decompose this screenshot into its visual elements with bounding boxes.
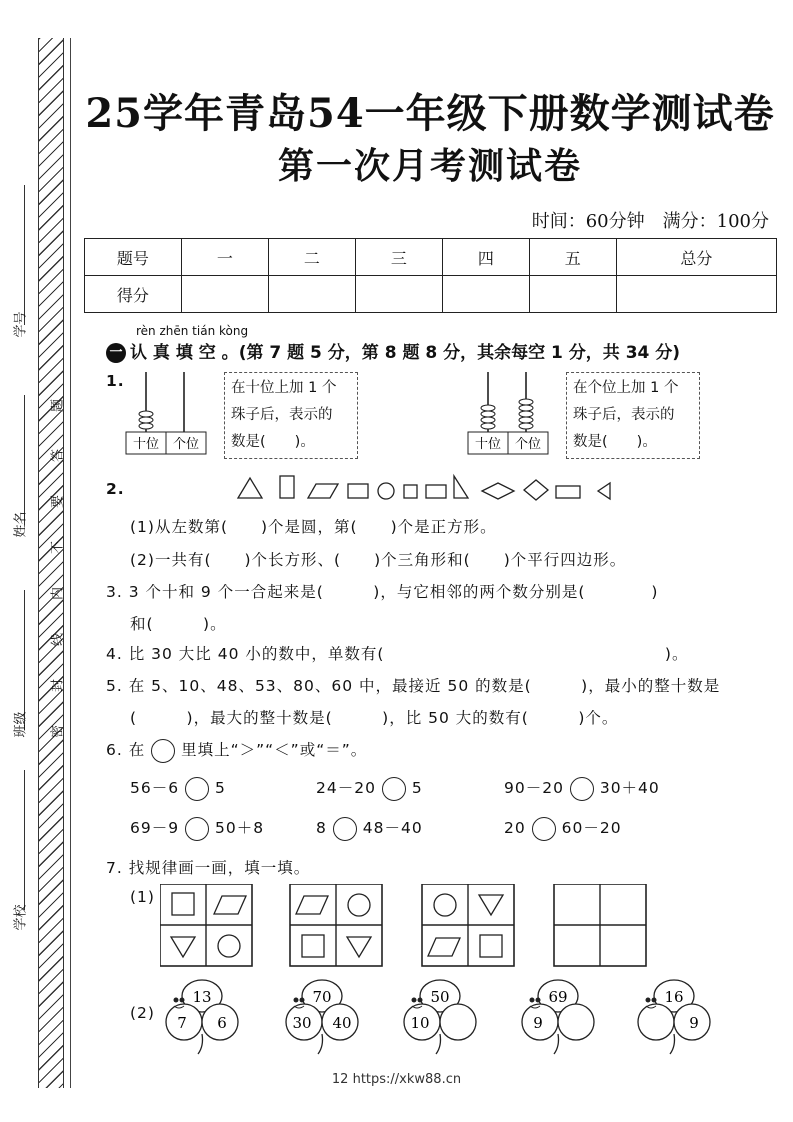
- pattern-grids: [160, 884, 700, 970]
- rectangle-shape: [556, 486, 580, 498]
- square-shape: [480, 935, 502, 957]
- rectangle-shape: [426, 485, 446, 498]
- pattern-grid-2: [290, 884, 382, 966]
- parallelogram-shape: [296, 896, 328, 914]
- score-cell[interactable]: [181, 276, 268, 313]
- triangle-shape: [454, 476, 468, 498]
- score-header-cell: 二: [268, 239, 355, 276]
- abacus-bead: [519, 405, 533, 411]
- q7-part1-label: (1): [130, 888, 155, 906]
- seal-char: 要: [50, 495, 66, 509]
- clover-left: 9: [533, 1014, 543, 1032]
- abacus-bead: [139, 411, 153, 417]
- seal-char: 线: [50, 633, 66, 647]
- compare-circle-input[interactable]: [185, 817, 209, 841]
- parallelogram-shape: [482, 483, 514, 499]
- circle-shape: [378, 483, 394, 499]
- abacus-right: [466, 370, 550, 460]
- square-shape: [172, 893, 194, 915]
- compare-right: 30＋40: [599, 779, 660, 797]
- rectangle-shape: [280, 476, 294, 498]
- compare-left: 8: [316, 819, 327, 837]
- abacus-bead: [519, 423, 533, 429]
- abacus-bead: [481, 411, 495, 417]
- clover-1: [166, 980, 238, 1054]
- score-header-row: [85, 239, 777, 276]
- q4-line: 4. 比 30 大比 40 小的数中，单数有( )。: [106, 645, 689, 663]
- compare-circle-icon: [151, 739, 175, 763]
- page-title: 25学年青岛54一年级下册数学测试卷: [85, 90, 775, 137]
- pattern-grid-answer: [554, 884, 646, 966]
- score-header-cell: 五: [529, 239, 616, 276]
- compare-item: [316, 776, 423, 801]
- side-label-school: 学校: [13, 904, 29, 931]
- q2-number: 2.: [106, 480, 125, 498]
- abacus-bead: [519, 417, 533, 423]
- clover-left: 10: [410, 1014, 430, 1032]
- q5-line1: 5. 在 5、10、48、53、80、60 中，最接近 50 的数是( )，最小的整十数是: [106, 677, 721, 695]
- side-label-name: 姓名: [13, 511, 29, 538]
- compare-left: 69－9: [130, 819, 180, 837]
- parallelogram-shape: [428, 938, 460, 956]
- compare-right: 5: [411, 779, 423, 797]
- triangle-shape: [171, 937, 195, 957]
- class-underline: [24, 590, 25, 730]
- abacus-bead: [139, 423, 153, 429]
- compare-left: 90－20: [504, 779, 564, 797]
- clover-top: 13: [192, 988, 212, 1006]
- compare-right: 50＋8: [214, 819, 265, 837]
- clover-left: 30: [292, 1014, 312, 1032]
- seal-char: 答: [50, 449, 66, 463]
- clover-3: [404, 980, 476, 1054]
- clover-top: 69: [548, 988, 568, 1006]
- score-header-cell: 三: [355, 239, 442, 276]
- abacus-left: [124, 370, 208, 460]
- compare-circle-input[interactable]: [333, 817, 357, 841]
- score-cell[interactable]: [268, 276, 355, 313]
- clover-top: 70: [312, 988, 332, 1006]
- page-subtitle: 第一次月考测试卷: [277, 145, 582, 187]
- q1-number: 1.: [106, 372, 125, 390]
- box-line: 在个位上加 1 个: [573, 380, 679, 396]
- compare-item: [130, 816, 264, 841]
- clover-top: 16: [664, 988, 684, 1006]
- abacus-bead: [481, 405, 495, 411]
- seal-char: 密: [50, 725, 66, 739]
- compare-circle-input[interactable]: [185, 777, 209, 801]
- side-label-id: 学号: [13, 311, 29, 338]
- seal-char: 题: [50, 399, 66, 413]
- score-cell[interactable]: [442, 276, 529, 313]
- section-heading: [106, 338, 680, 363]
- score-row: [85, 276, 777, 313]
- box-line: 数是( )。: [231, 434, 315, 450]
- compare-circle-input[interactable]: [382, 777, 406, 801]
- score-header-cell: 总分: [616, 239, 776, 276]
- q1-box-right: [566, 372, 700, 459]
- clover-top: 50: [430, 988, 450, 1006]
- box-line: 珠子后，表示的: [573, 407, 675, 423]
- compare-right: 5: [214, 779, 226, 797]
- compare-item: [130, 776, 226, 801]
- compare-left: 24－20: [316, 779, 376, 797]
- q7-line: 7. 找规律画一画，填一填。: [106, 859, 311, 877]
- clover-4: [522, 980, 594, 1054]
- compare-circle-input[interactable]: [532, 817, 556, 841]
- parallelogram-shape: [214, 896, 246, 914]
- circle-shape: [218, 935, 240, 957]
- clover-right: 40: [332, 1014, 352, 1032]
- abacus-label-ones: 个位: [172, 437, 200, 452]
- seal-char: 封: [50, 679, 66, 693]
- square-shape: [524, 480, 548, 500]
- triangle-shape: [347, 937, 371, 957]
- clover-5: [638, 980, 710, 1054]
- seal-char: 内: [50, 587, 66, 601]
- parallelogram-shape: [308, 484, 338, 498]
- q6-pre: 6. 在: [106, 741, 146, 759]
- q1-box-left: [224, 372, 358, 459]
- q6-instruction: [106, 738, 367, 763]
- compare-right: 60－20: [561, 819, 622, 837]
- q5-line2: ( )，最大的整十数是( )，比 50 大的数有( )个。: [130, 709, 619, 727]
- abacus-bead: [139, 417, 153, 423]
- compare-right: 48－40: [362, 819, 423, 837]
- q2-shapes: [232, 472, 622, 508]
- side-label-class: 班级: [13, 711, 29, 738]
- abacus-bead: [519, 411, 533, 417]
- time-info: 时间：60分钟 满分：100分: [531, 211, 769, 232]
- pattern-grid-3: [422, 884, 514, 966]
- triangle-shape: [238, 478, 262, 498]
- circle-shape: [434, 894, 456, 916]
- triangle-shape: [479, 895, 503, 915]
- pattern-grid-1: [160, 884, 252, 966]
- abacus-bead: [519, 399, 533, 405]
- clover-left: 7: [177, 1014, 187, 1032]
- name-underline: [24, 395, 25, 525]
- compare-item: [504, 816, 622, 841]
- box-line: 数是( )。: [573, 434, 657, 450]
- score-cell[interactable]: [529, 276, 616, 313]
- id-underline: [24, 185, 25, 325]
- box-line: 珠子后，表示的: [231, 407, 333, 423]
- clover-2: [286, 980, 358, 1054]
- abacus-bead: [481, 417, 495, 423]
- abacus-bead: [481, 423, 495, 429]
- binding-line: [70, 38, 71, 1088]
- score-cell[interactable]: [355, 276, 442, 313]
- compare-item: [504, 776, 660, 801]
- q2-line1: (1)从左数第( )个是圆，第( )个是正方形。: [130, 518, 497, 536]
- abacus-label-tens: 十位: [132, 437, 160, 452]
- section-pinyin: rèn zhēn tián kòng: [136, 324, 249, 338]
- rectangle-shape: [348, 484, 368, 498]
- score-header-cell: 一: [181, 239, 268, 276]
- q3-line1: 3. 3 个十和 9 个一合起来是( )，与它相邻的两个数分别是( ): [106, 583, 659, 601]
- q7-part2-label: (2): [130, 1004, 155, 1022]
- clover-right: 6: [217, 1014, 227, 1032]
- score-table: [84, 238, 777, 313]
- compare-left: 56－6: [130, 779, 180, 797]
- box-line: 在十位上加 1 个: [231, 380, 337, 396]
- binding-hatch: [38, 38, 64, 1088]
- section-badge: 一: [106, 343, 126, 363]
- square-shape: [404, 485, 417, 498]
- abacus-label-tens: 十位: [474, 437, 502, 452]
- section-title: 认 真 填 空 。: [130, 343, 239, 363]
- q3-line2: 和( )。: [130, 615, 227, 633]
- compare-left: 20: [504, 819, 526, 837]
- abacus-label-ones: 个位: [514, 437, 542, 452]
- triangle-shape: [598, 483, 610, 499]
- clover-row: [160, 974, 720, 1056]
- compare-item: [316, 816, 423, 841]
- page-footer: 12 https://xkw88.cn: [331, 1072, 462, 1087]
- school-underline: [24, 770, 25, 910]
- section-note: (第 7 题 5 分，第 8 题 8 分，其余每空 1 分，共 34 分): [238, 343, 681, 363]
- square-shape: [302, 935, 324, 957]
- circle-shape: [348, 894, 370, 916]
- compare-circle-input[interactable]: [570, 777, 594, 801]
- score-row-label: 得分: [85, 276, 182, 313]
- seal-char: 不: [50, 541, 66, 555]
- score-header-cell: 四: [442, 239, 529, 276]
- score-header-cell: 题号: [85, 239, 182, 276]
- q2-line2: (2)一共有( )个长方形、( )个三角形和( )个平行四边形。: [130, 551, 627, 569]
- clover-right: 9: [689, 1014, 699, 1032]
- score-cell[interactable]: [616, 276, 776, 313]
- q6-post: 里填上“＞”“＜”或“＝”。: [181, 741, 368, 759]
